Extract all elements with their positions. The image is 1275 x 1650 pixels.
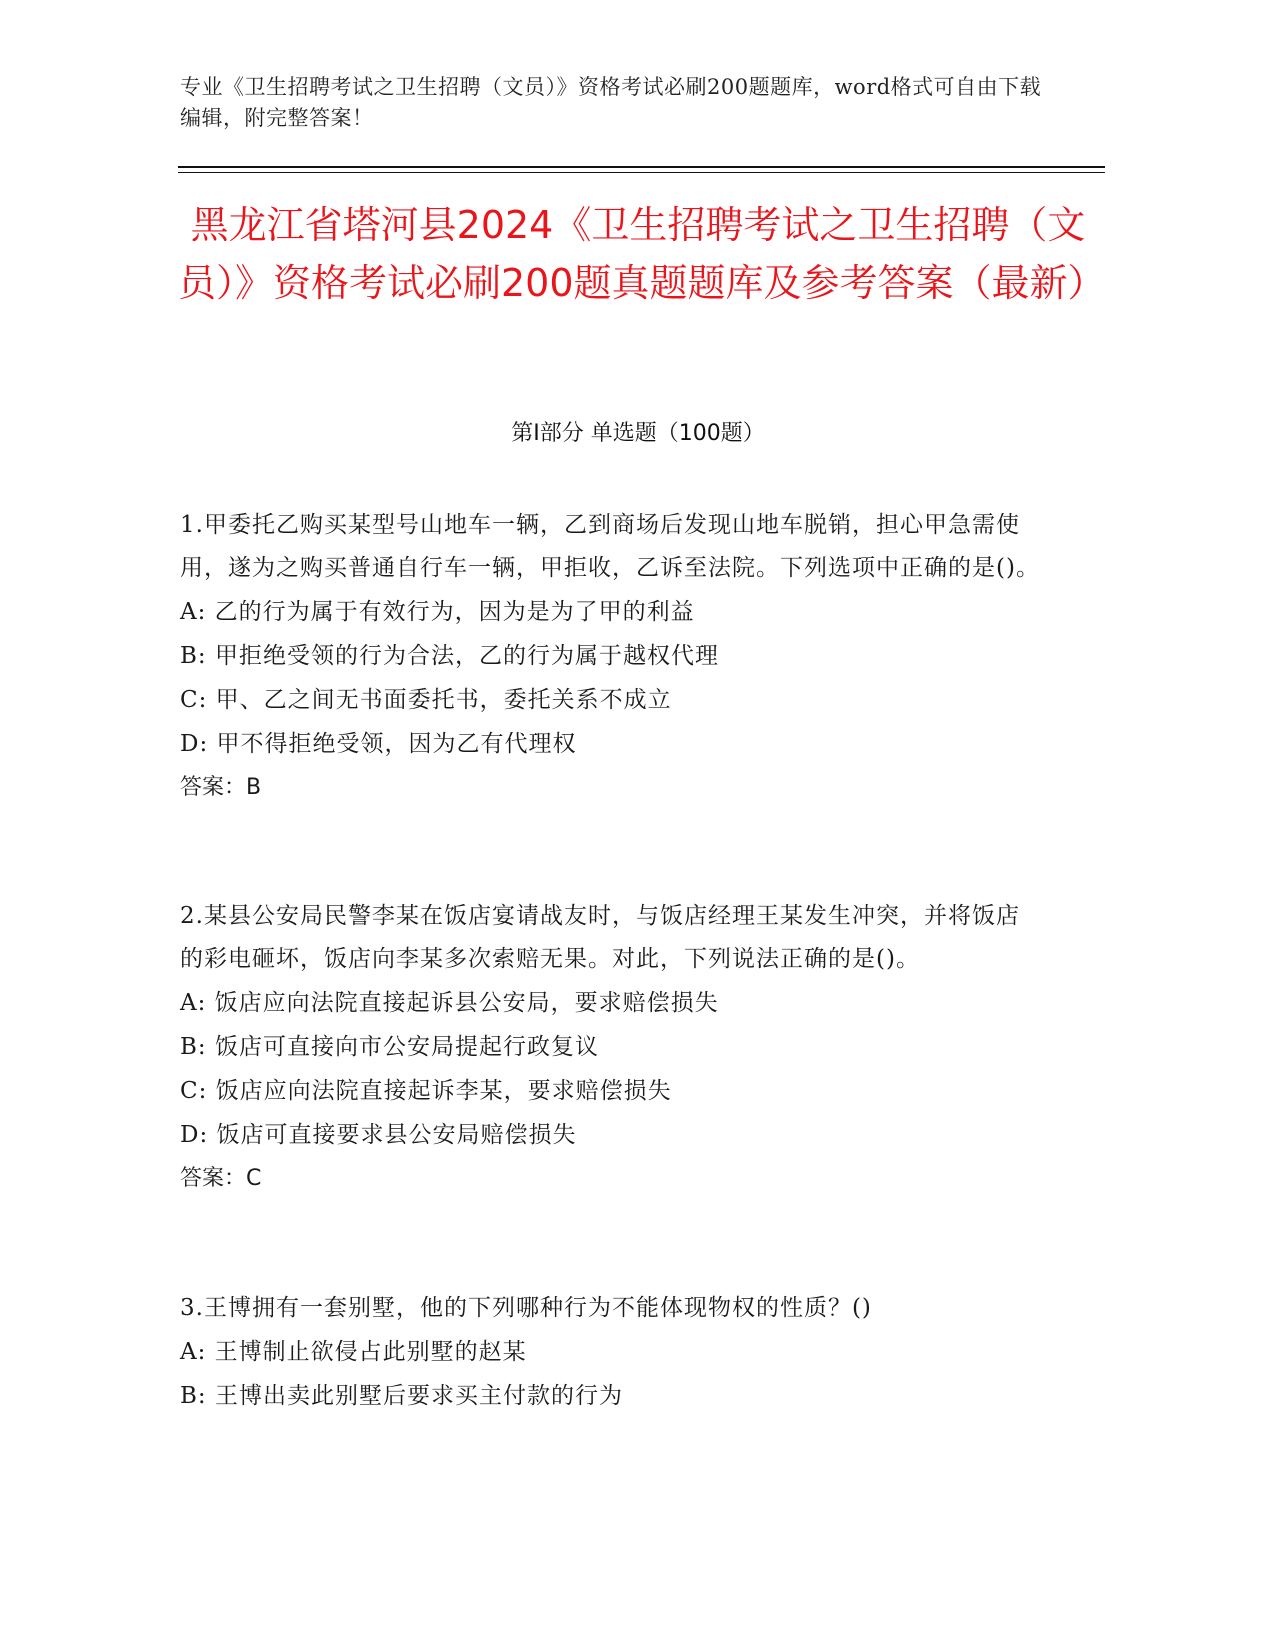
option-b: B: 王博出卖此别墅后要求买主付款的行为	[180, 1383, 623, 1409]
option-c: C: 饭店应向法院直接起诉李某，要求赔偿损失	[180, 1078, 672, 1104]
answer: 答案：C	[180, 1166, 262, 1191]
option-d: D: 甲不得拒绝受领，因为乙有代理权	[180, 731, 577, 757]
question-stem: 1.甲委托乙购买某型号山地车一辆，乙到商场后发现山地车脱销，担心甲急需使用，遂为之购买普通自行车一辆，甲拒收，乙诉至法院。下列选项中正确的是()。	[180, 512, 1040, 581]
option-d: D: 饭店可直接要求县公安局赔偿损失	[180, 1122, 577, 1148]
option-a: A: 乙的行为属于有效行为，因为是为了甲的利益	[180, 599, 695, 625]
question-3	[180, 1287, 1040, 1418]
question-stem: 3.王博拥有一套别墅，他的下列哪种行为不能体现物权的性质？()	[180, 1295, 872, 1321]
question-2	[180, 895, 1040, 1201]
option-a: A: 王博制止欲侵占此别墅的赵某	[180, 1339, 527, 1365]
option-b: B: 甲拒绝受领的行为合法，乙的行为属于越权代理	[180, 643, 719, 669]
section-heading: 第Ⅰ部分 单选题（100题）	[511, 421, 765, 446]
answer: 答案：B	[180, 775, 262, 800]
header-divider-thick	[178, 166, 1105, 168]
option-b: B: 饭店可直接向市公安局提起行政复议	[180, 1034, 599, 1060]
header-note: 专业《卫生招聘考试之卫生招聘（文员）》资格考试必刷200题题库，word格式可自由下载编辑，附完整答案！	[180, 75, 1042, 130]
option-c: C: 甲、乙之间无书面委托书，委托关系不成立	[180, 687, 672, 713]
question-1	[180, 504, 1040, 810]
document-title: 黑龙江省塔河县2024《卫生招聘考试之卫生招聘（文员）》资格考试必刷200题真题题库及参考答案（最新）	[178, 203, 1106, 305]
question-stem: 2.某县公安局民警李某在饭店宴请战友时，与饭店经理王某发生冲突，并将饭店的彩电砸坏，饭店向李某多次索赔无果。对此，下列说法正确的是()。	[180, 903, 1020, 972]
header-divider-thin	[178, 172, 1105, 173]
option-a: A: 饭店应向法院直接起诉县公安局，要求赔偿损失	[180, 990, 719, 1016]
